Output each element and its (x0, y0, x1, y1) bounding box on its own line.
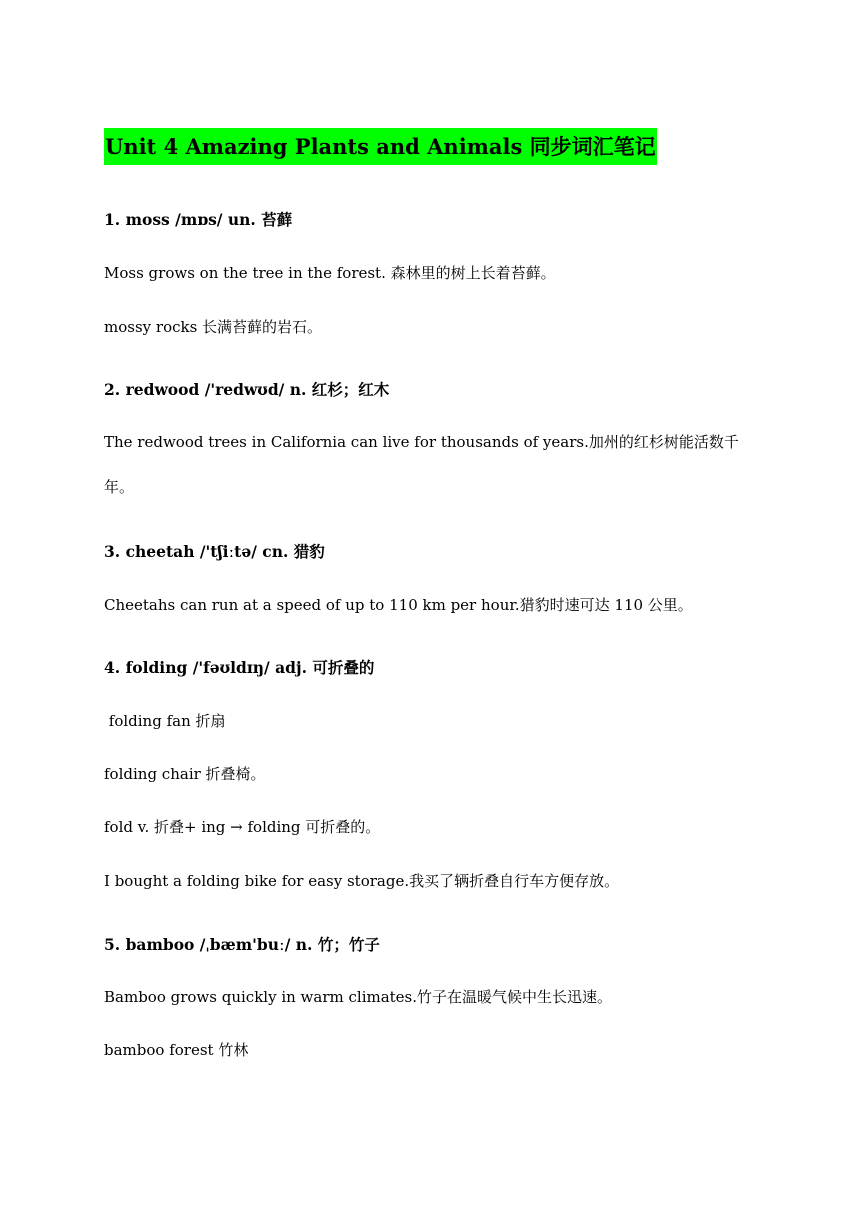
entry-heading-moss: 1. moss /mɒs/ un. 苔藓 (104, 210, 293, 229)
example-sentence: I bought a folding bike for easy storage.我买了辆折叠自行车方便存放。 (104, 872, 620, 890)
entry-heading-redwood: 2. redwood /'redwʊd/ n. 红杉；红木 (104, 380, 390, 399)
example-sentence: Bamboo grows quickly in warm climates.竹子在温暖气候中生长迅速。 (104, 988, 613, 1006)
example-sentence: Cheetahs can run at a speed of up to 110 km per hour.猎豹时速可达 110 公里。 (104, 596, 693, 614)
word-formation-note: fold v. 折叠+ ing → folding 可折叠的。 (104, 818, 381, 836)
example-phrase: mossy rocks 长满苔藓的岩石。 (104, 318, 323, 336)
example-sentence: The redwood trees in California can live for thousands of years.加州的红杉树能活数千年。 (104, 433, 739, 496)
example-phrase: bamboo forest 竹林 (104, 1041, 249, 1059)
entry-heading-cheetah: 3. cheetah /'tʃiːtə/ cn. 猎豹 (104, 542, 325, 561)
example-phrase: folding fan 折扇 (104, 712, 226, 730)
example-sentence: Moss grows on the tree in the forest. 森林里的树上长着苔藓。 (104, 264, 556, 282)
entry-heading-bamboo: 5. bamboo /ˌbæm'buː/ n. 竹；竹子 (104, 935, 380, 954)
page-title: Unit 4 Amazing Plants and Animals 同步词汇笔记 (104, 128, 657, 165)
entry-heading-folding: 4. folding /'fəʊldɪŋ/ adj. 可折叠的 (104, 658, 375, 677)
example-phrase: folding chair 折叠椅。 (104, 765, 266, 783)
